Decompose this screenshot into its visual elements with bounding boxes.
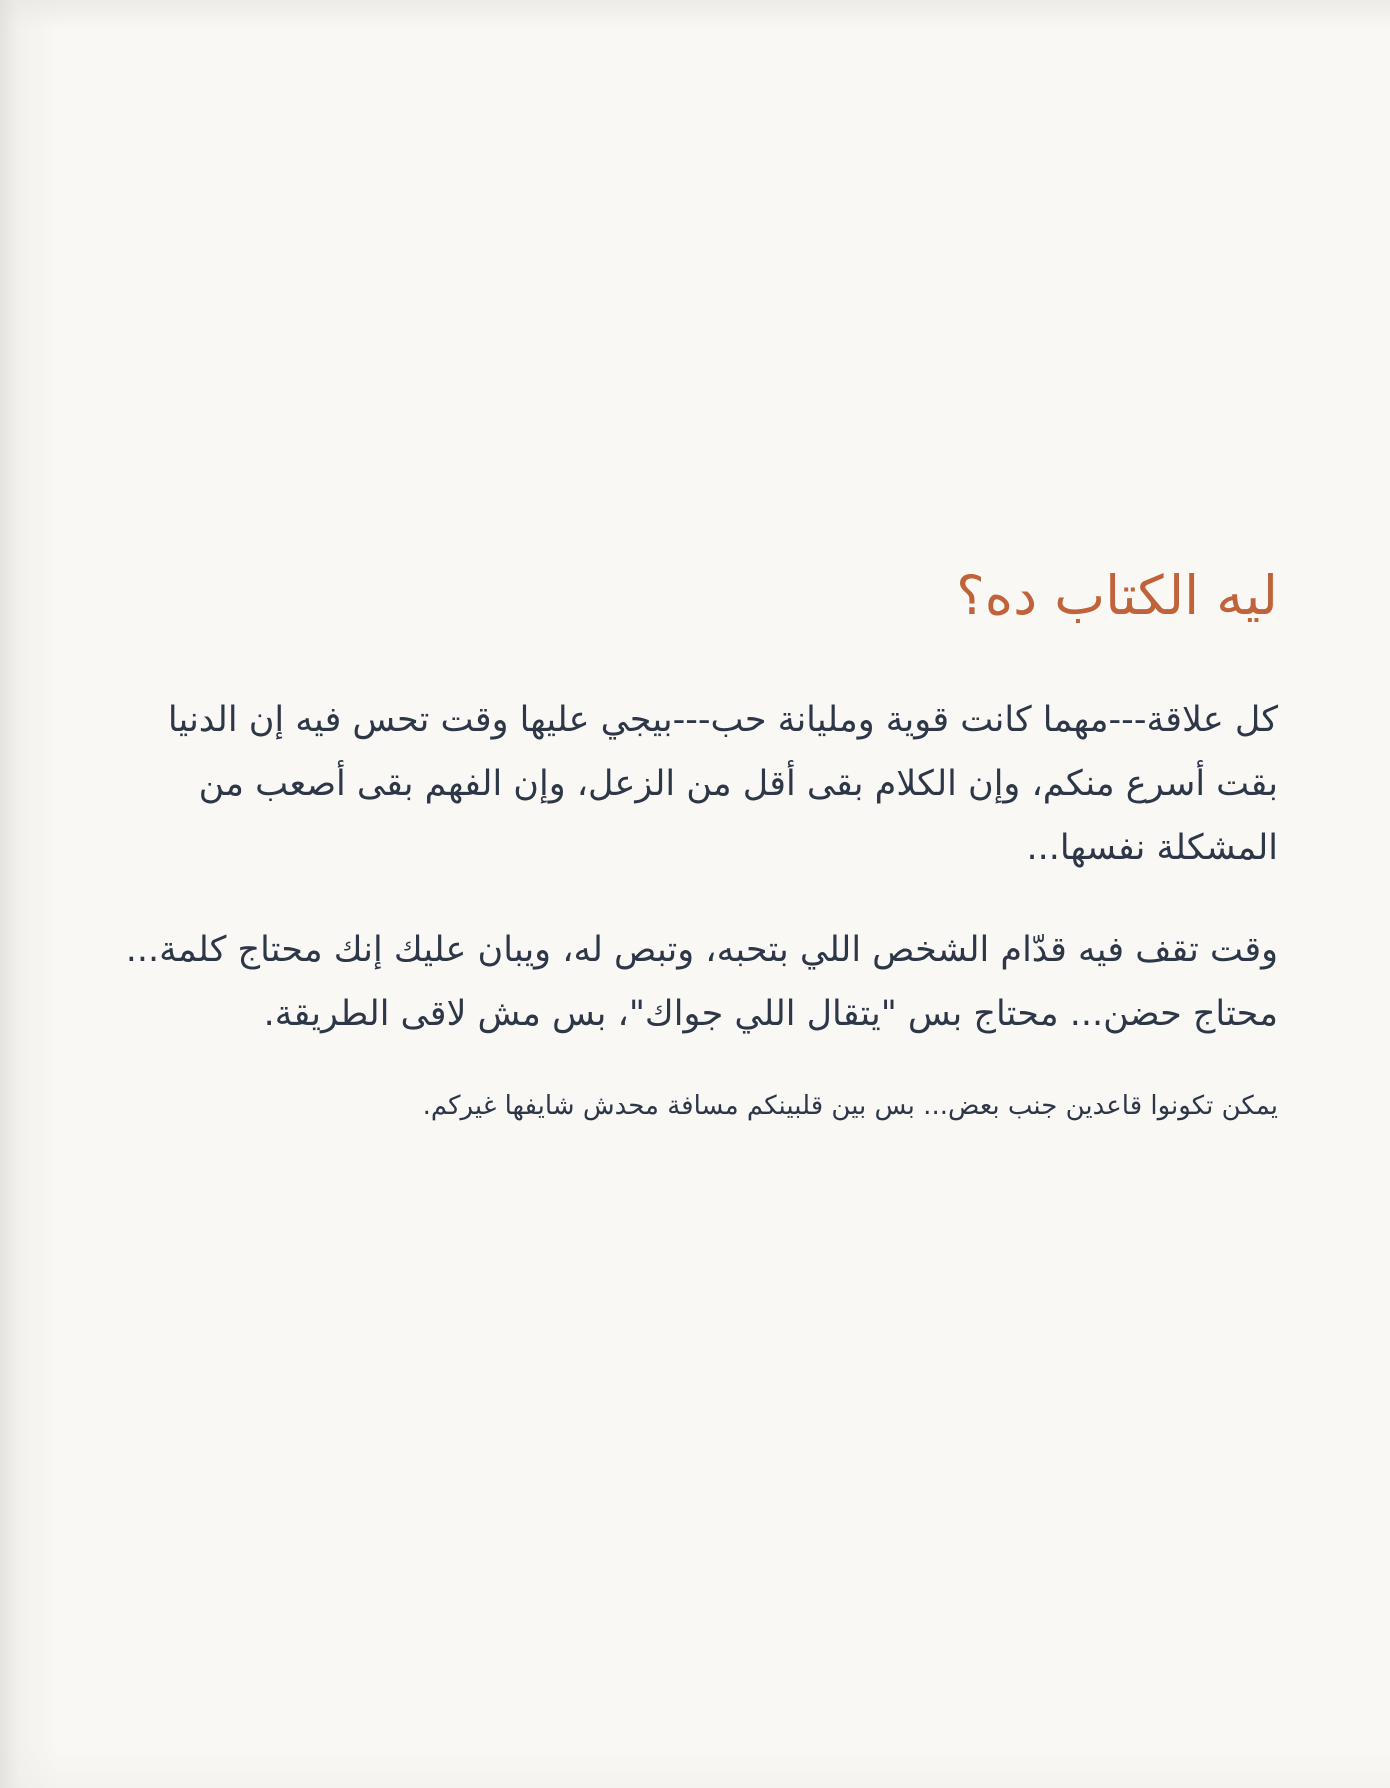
section-heading: ليه الكتاب ده؟ [956, 564, 1278, 627]
document-content [108, 556, 1278, 1166]
paragraph-3: يمكن تكونوا قاعدين جنب بعض... بس بين قلبينكم مسافة محدش شايفها غيركم. [422, 1091, 1278, 1121]
paragraph-2: وقت تقف فيه قدّام الشخص اللي بتحبه، وتبص له، ويبان عليك إنك محتاج كلمة... محتاج حضن... محتاج بس "يتقال اللي جواك"، بس مش لاقى الطريقة. [125, 930, 1278, 1034]
paragraph-1: كل علاقة---مهما كانت قوية ومليانة حب---بيجي عليها وقت تحس فيه إن الدنيا بقت أسرع منكم، وإن الكلام بقى أقل من الزعل، وإن الفهم بقى أصعب من المشكلة نفسها... [167, 700, 1278, 868]
